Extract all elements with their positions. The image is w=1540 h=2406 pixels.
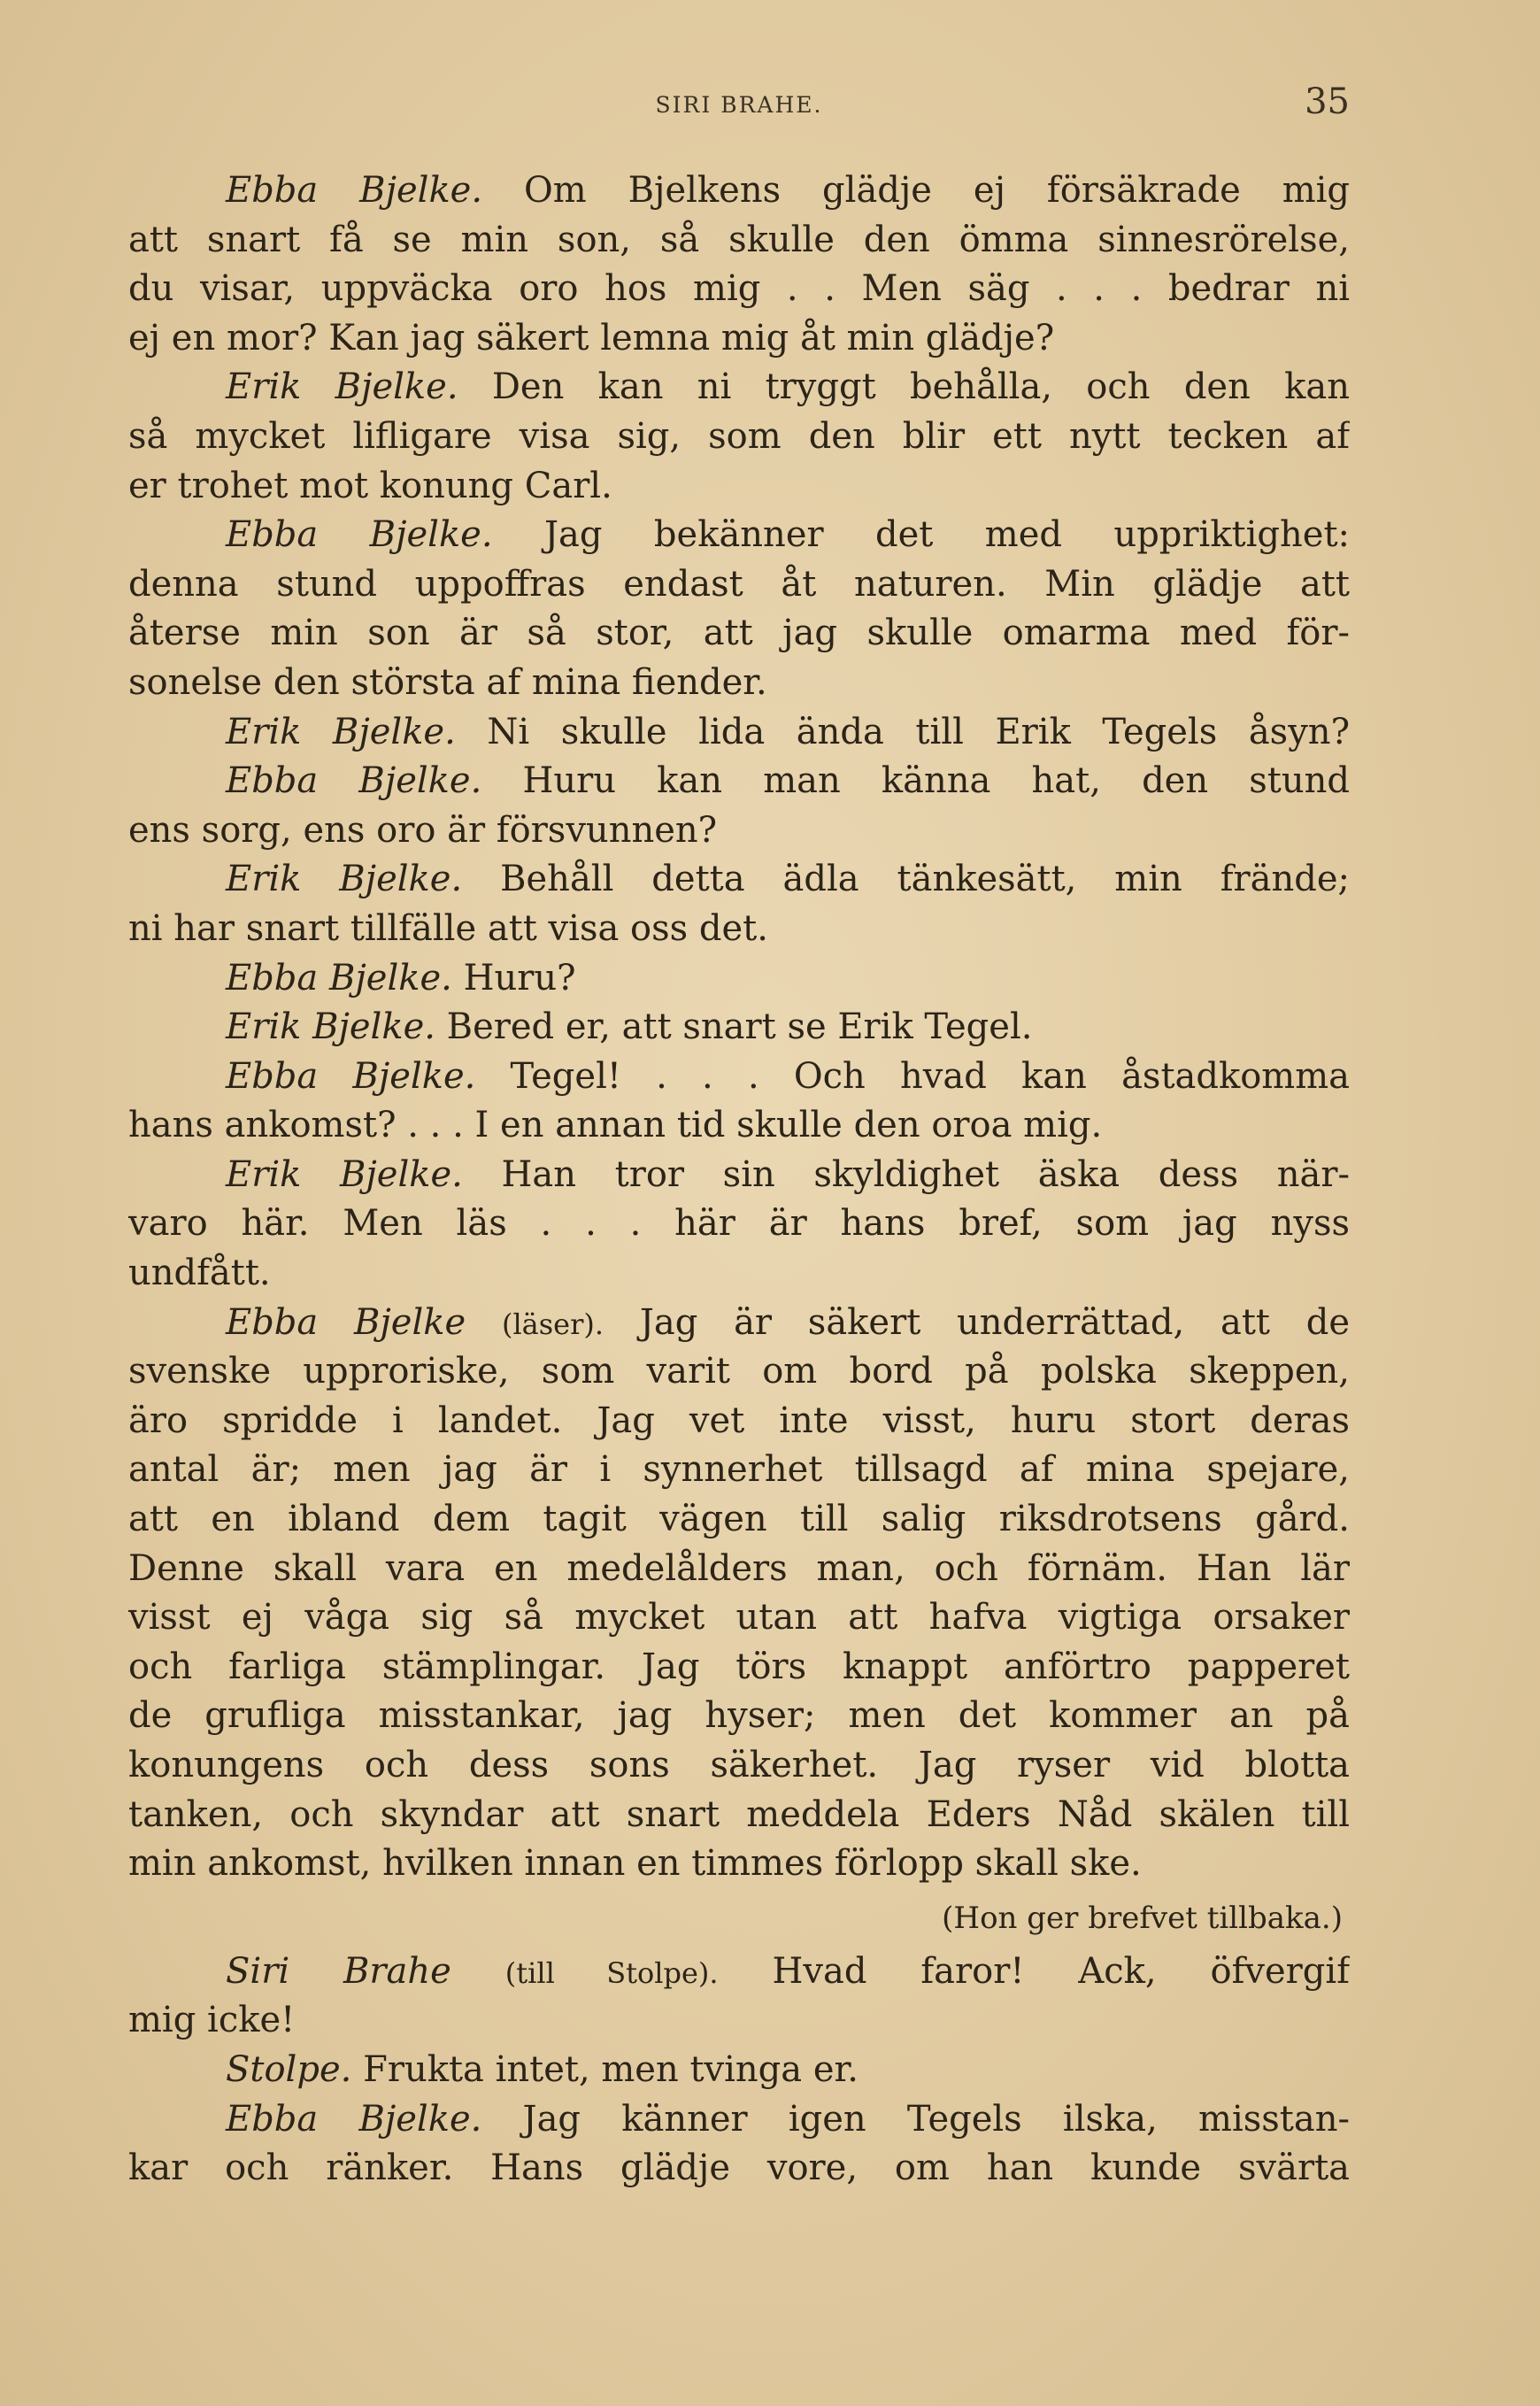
line-text: tanken, och skyndar att snart meddela Eders Nåd skälen till [128,1793,1350,1835]
speaker-name: Ebba Bjelke. [226,170,483,211]
text-line [128,1692,1350,1741]
speaker-name: Stolpe. [226,2048,352,2090]
line-text: Hvad faror! Ack, öfvergif [772,1950,1350,1992]
line-text: undfått. [128,1253,271,1294]
line-text: Om Bjelkens glädje ej försäkrade mig [524,170,1350,211]
speaker-name: Erik Bjelke. [226,711,456,752]
line-text: och farliga stämplingar. Jag törs knappt anförtro papperet [128,1646,1350,1687]
line-text: ens sorg, ens oro är försvunnen? [128,809,718,851]
text-line [128,855,1350,905]
line-text: Huru kan man känna hat, den stund [522,760,1350,802]
text-line [128,1593,1350,1643]
text-line [128,1397,1350,1446]
line-text: Jag är säkert underrättad, att de [639,1301,1350,1343]
line-text: Denne skall vara en medelålders man, och förnäm. Han lär [128,1547,1350,1589]
line-text: Den kan ni tryggt behålla, och den kan [491,366,1350,408]
text-line [128,757,1350,806]
text-line [128,363,1350,413]
line-text: återse min son är så stor, att jag skulle omarma med för- [128,613,1350,654]
line-text: Jag bekänner det med uppriktighet: [544,514,1350,556]
text-line [128,314,1350,364]
line-text: de grufliga misstankar, jag hyser; men det kommer an på [128,1695,1350,1737]
line-text: du visar, uppväcka oro hos mig . . Men säg . . . bedrar ni [128,268,1350,310]
running-title: SIRI BRAHE. [655,92,823,118]
text-line [128,1741,1350,1791]
text-line [128,1545,1350,1594]
line-text: så mycket lifligare visa sig, som den blir ett nytt tecken af [128,415,1350,457]
text-line [128,659,1350,708]
stage-aside: (läser). [501,1307,604,1341]
text-line [128,1151,1350,1200]
text-line [128,2095,1350,2145]
text-line [128,560,1350,610]
line-text: Jag känner igen Tegels ilska, misstan- [522,2098,1350,2140]
line-text: min ankomst, hvilken innan en timmes förlopp skall ske. [128,1843,1142,1885]
line-text: Frukta intet, men tvinga er. [363,2048,859,2090]
text-line [128,1249,1350,1299]
text-line [128,1199,1350,1249]
line-text: hans ankomst? . . . I en annan tid skulle den oroa mig. [128,1105,1103,1146]
body-text [128,166,1350,2194]
text-line [128,905,1350,954]
line-text: Behåll detta ädla tänkesätt, min frände; [500,859,1350,900]
text-line [128,2144,1350,2194]
line-text: att en ibland dem tagit vägen till salig riksdrotsens gård. [128,1499,1350,1540]
speaker-name: Ebba Bjelke. [226,760,482,802]
text-line [128,1791,1350,1840]
text-line [128,1053,1350,1102]
page-header [128,81,1350,124]
line-text: att snart få se min son, så skulle den ömma sinnesrörelse, [128,219,1350,260]
speaker-name: Erik Bjelke. [226,1006,435,1048]
text-line [128,2046,1350,2095]
text-line [128,216,1350,266]
line-text: svenske upproriske, som varit om bord på polska skeppen, [128,1351,1350,1392]
line-text: ni har snart tillfälle att visa oss det. [128,907,768,949]
line-text: äro spridde i landet. Jag vet inte visst, huru stort deras [128,1400,1350,1441]
line-text: kar och ränker. Hans glädje vore, om han kunde svärta [128,2148,1350,2189]
text-line [128,806,1350,856]
page-number: 35 [1305,81,1350,122]
line-text: ej en mor? Kan jag säkert lemna mig åt min glädje? [128,317,1055,359]
text-line [128,1446,1350,1495]
line-text: konungens och dess sons säkerhet. Jag ryser vid blotta [128,1745,1350,1785]
line-text: Bered er, att snart se Erik Tegel. [446,1006,1033,1048]
line-text: visst ej våga sig så mycket utan att hafva vigtiga orsaker [128,1597,1350,1639]
speaker-name: Ebba Bjelke. [226,957,452,999]
speaker-name: Ebba Bjelke. [226,1055,476,1097]
line-text: er trohet mot konung Carl. [128,465,612,506]
speaker-name: Erik Bjelke. [226,1153,463,1195]
line-text: mig icke! [128,2000,296,2041]
speaker-name: Ebba Bjelke. [226,514,493,556]
text-line [128,1003,1350,1053]
text-line [128,609,1350,659]
speaker-name: Erik Bjelke. [226,366,458,408]
text-line [128,1839,1350,1889]
line-text: Han tror sin skyldighet äska dess när- [501,1153,1350,1195]
line-text: denna stund uppoffras endast åt naturen. Min glädje att [128,563,1350,605]
text-line [128,1101,1350,1151]
text-line [128,1996,1350,2046]
text-line [128,166,1350,216]
line-text: Huru? [463,957,576,999]
line-text: varo här. Men läs . . . här är hans bref, som jag nyss [128,1203,1350,1245]
text-line [128,1347,1350,1397]
speaker-name: Ebba Bjelke [226,1301,466,1343]
text-line [128,1947,1350,1997]
speaker-name: Erik Bjelke. [226,859,463,900]
text-line [128,954,1350,1004]
text-line [128,1299,1350,1348]
speaker-name: Siri Brahe [226,1950,451,1992]
line-text: sonelse den största af mina fiender. [128,661,767,703]
text-line [128,511,1350,560]
text-line [128,265,1350,314]
speaker-name: Ebba Bjelke. [226,2098,482,2140]
stage-aside: (till Stolpe). [504,1955,719,1990]
text-line [128,1495,1350,1545]
text-line [128,708,1350,758]
line-text: Tegel! . . . Och hvad kan åstadkomma [510,1055,1350,1097]
text-line [128,462,1350,512]
line-text: Ni skulle lida ända till Erik Tegels åsyn? [487,711,1350,752]
text-line [128,413,1350,462]
stage-direction: (Hon ger brefvet tillbaka.) [942,1900,1343,1936]
text-line [128,1643,1350,1693]
line-text: antal är; men jag är i synnerhet tillsagd af mina spejare, [128,1449,1350,1491]
